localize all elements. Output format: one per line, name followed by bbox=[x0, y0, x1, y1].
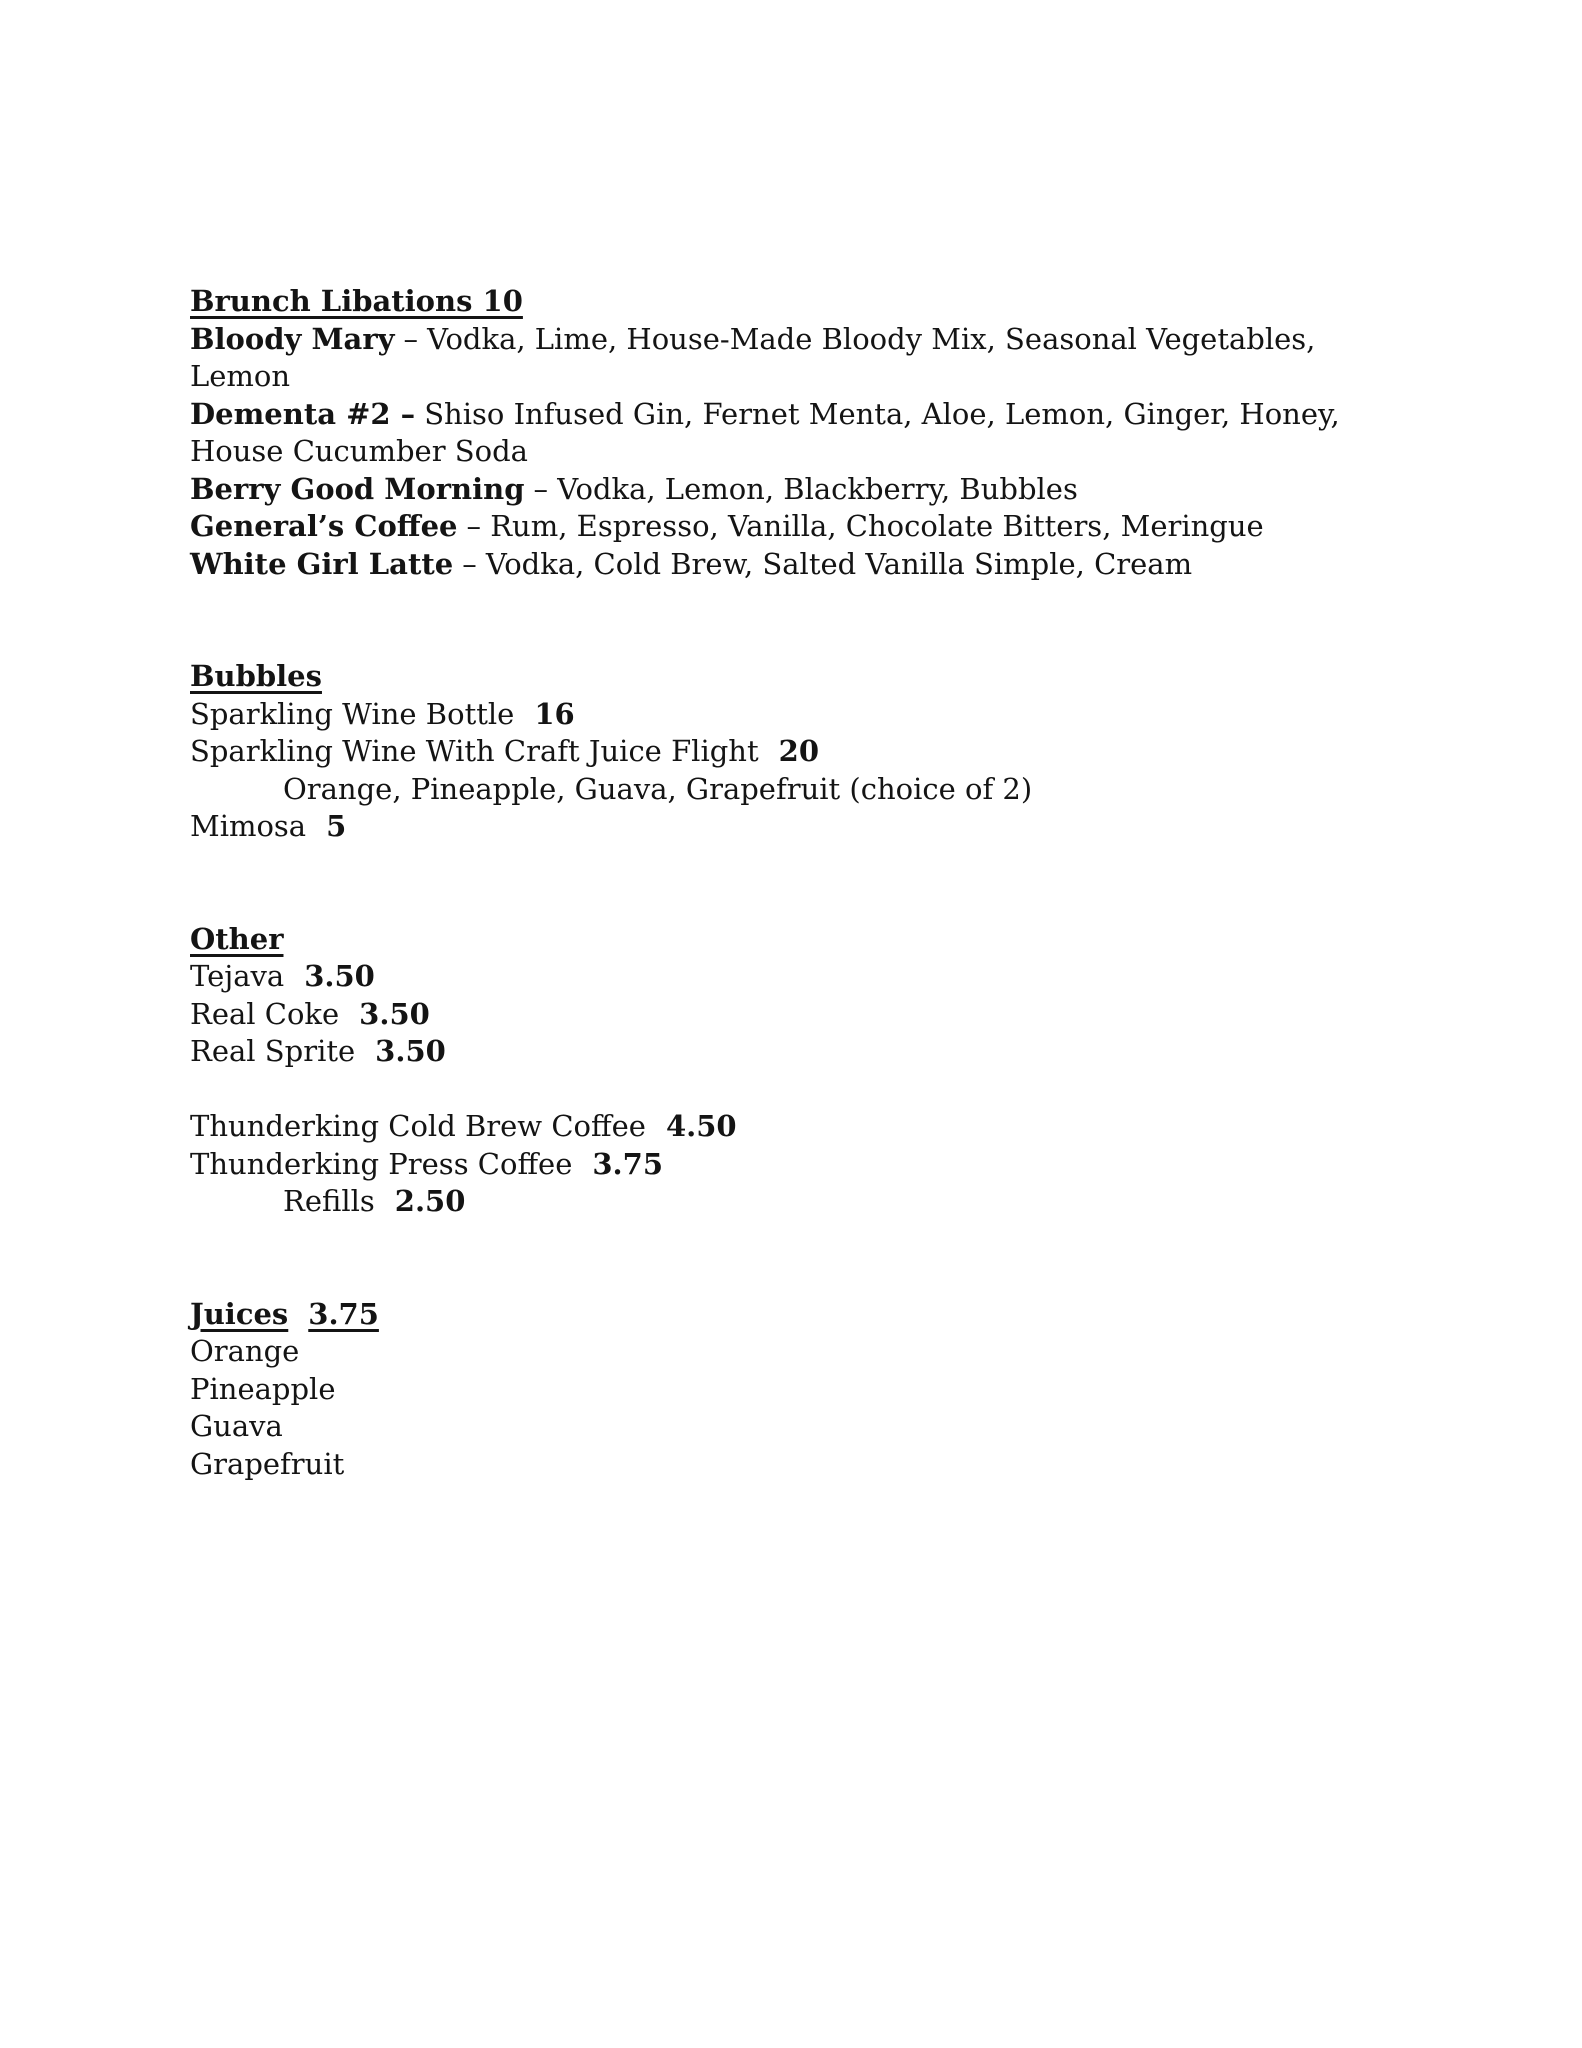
menu-item bbox=[190, 321, 1482, 359]
item-name: General’s Coffee bbox=[190, 509, 458, 543]
menu-item bbox=[190, 1183, 1482, 1221]
item-price: 2.50 bbox=[394, 1184, 466, 1218]
item-name: Dementa #2 – bbox=[190, 396, 416, 431]
item-price: 3.50 bbox=[304, 959, 375, 993]
item-label: Real Coke bbox=[190, 996, 340, 1031]
menu-item bbox=[190, 808, 1482, 846]
item-price: 20 bbox=[778, 734, 819, 768]
section-heading-text: Other bbox=[190, 921, 284, 956]
menu-item bbox=[190, 508, 1482, 546]
menu-item bbox=[190, 1033, 1482, 1071]
menu-item-continuation: Lemon bbox=[190, 359, 291, 393]
item-price: 3.50 bbox=[375, 1034, 446, 1068]
item-label: Mimosa bbox=[190, 809, 307, 843]
item-label: Thunderking Cold Brew Coffee bbox=[190, 1109, 646, 1143]
item-label: Refills bbox=[283, 1184, 375, 1218]
item-name: Berry Good Morning bbox=[190, 471, 525, 506]
section-heading-text bbox=[190, 1297, 379, 1331]
menu-item bbox=[190, 1108, 1482, 1146]
item-label: Sparkling Wine With Craft Juice Flight bbox=[190, 734, 759, 768]
section-heading-label: Juices bbox=[190, 1296, 289, 1331]
item-description: – Vodka, Lemon, Blackberry, Bubbles bbox=[533, 471, 1078, 506]
menu-section-brunch-libations bbox=[190, 283, 1482, 583]
item-description: – Vodka, Cold Brew, Salted Vanilla Simple, Cream bbox=[462, 546, 1193, 581]
blank-line bbox=[190, 1071, 1482, 1109]
section-heading bbox=[190, 658, 1482, 696]
menu-section-juices bbox=[190, 1296, 1482, 1484]
menu-item: Grapefruit bbox=[190, 1446, 345, 1481]
menu-item bbox=[190, 733, 1482, 771]
item-note: Orange, Pineapple, Guava, Grapefruit (choice of 2) bbox=[283, 771, 1033, 806]
section-heading-text: Bubbles bbox=[190, 659, 322, 693]
item-price: 16 bbox=[534, 696, 575, 731]
section-heading-text: Brunch Libations 10 bbox=[190, 284, 523, 318]
item-description: – Rum, Espresso, Vanilla, Chocolate Bitters, Meringue bbox=[466, 509, 1264, 543]
menu-item bbox=[190, 696, 1482, 734]
section-heading bbox=[190, 283, 1482, 321]
item-label: Real Sprite bbox=[190, 1034, 356, 1068]
menu-item: Orange bbox=[190, 1334, 300, 1368]
item-price: 5 bbox=[326, 809, 347, 843]
item-price: 3.75 bbox=[592, 1146, 664, 1181]
menu-section-other bbox=[190, 921, 1482, 1221]
menu-item bbox=[190, 396, 1482, 434]
menu-item bbox=[190, 471, 1482, 509]
menu-item: Pineapple bbox=[190, 1371, 336, 1406]
section-heading bbox=[190, 1296, 1482, 1334]
menu-section-bubbles bbox=[190, 658, 1482, 846]
item-name: White Girl Latte bbox=[190, 546, 454, 581]
menu-item bbox=[190, 546, 1482, 584]
item-label: Thunderking Press Coffee bbox=[190, 1146, 573, 1181]
menu-item bbox=[190, 958, 1482, 996]
item-price: 3.50 bbox=[359, 996, 430, 1031]
menu-item: Guava bbox=[190, 1409, 283, 1443]
menu-item-note bbox=[190, 771, 1482, 809]
item-price: 4.50 bbox=[665, 1109, 737, 1143]
section-heading-price: 3.75 bbox=[308, 1296, 379, 1331]
menu-item bbox=[190, 996, 1482, 1034]
item-description: Shiso Infused Gin, Fernet Menta, Aloe, Lemon, Ginger, Honey, bbox=[424, 396, 1340, 431]
section-heading bbox=[190, 921, 1482, 959]
menu-item-continuation: House Cucumber Soda bbox=[190, 434, 528, 468]
item-description: – Vodka, Lime, House-Made Bloody Mix, Seasonal Vegetables, bbox=[403, 321, 1316, 356]
item-label: Tejava bbox=[190, 959, 285, 993]
item-name: Bloody Mary bbox=[190, 321, 395, 356]
menu-item bbox=[190, 1146, 1482, 1184]
item-label: Sparkling Wine Bottle bbox=[190, 696, 515, 731]
